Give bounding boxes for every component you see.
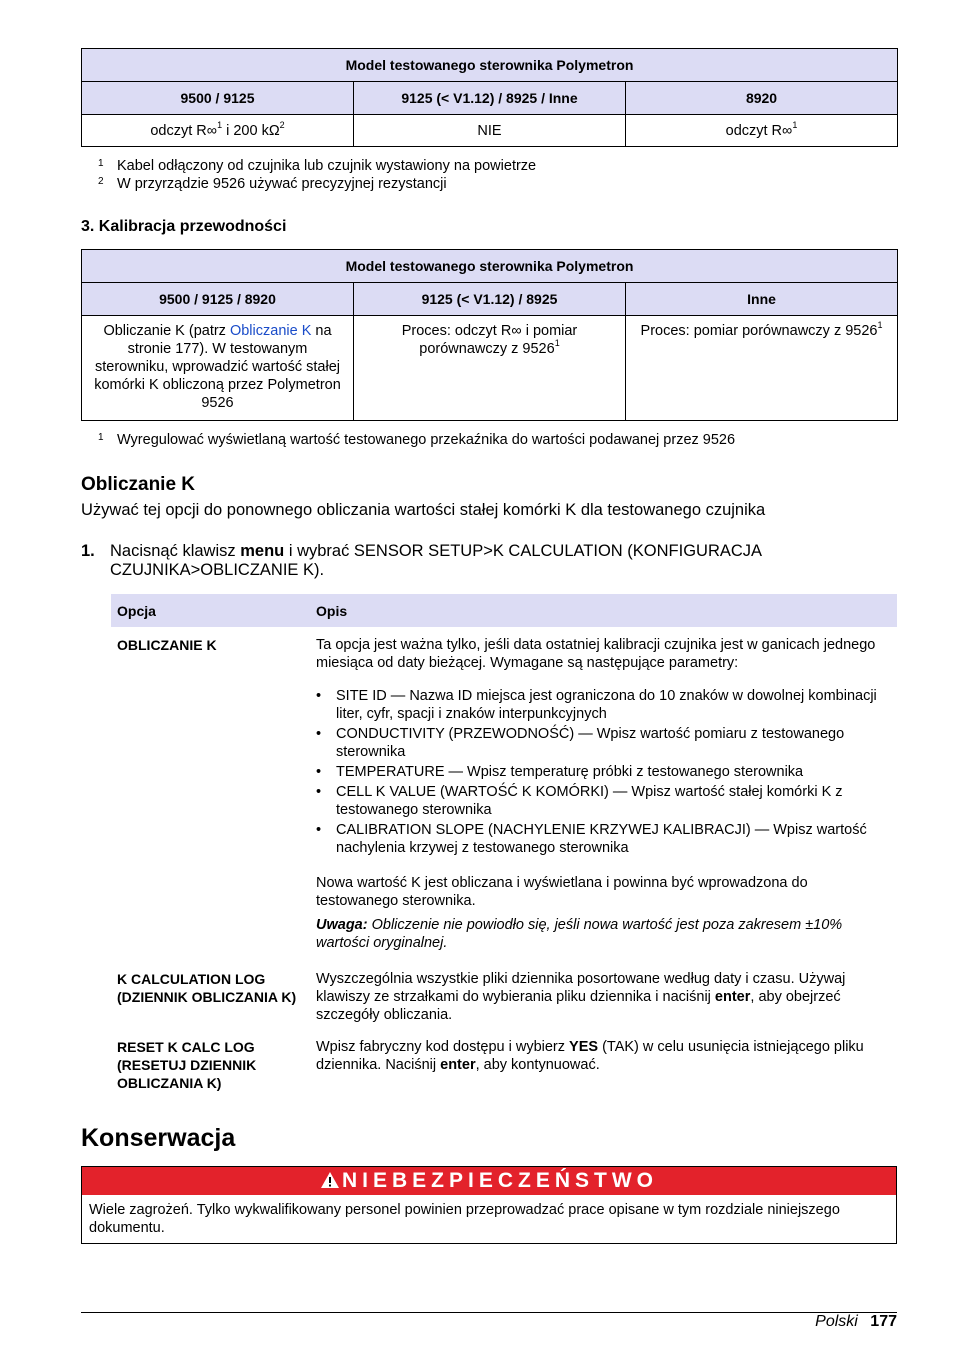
note: Uwaga: Obliczenie nie powiodło się, jeśli nowa wartość jest poza zakresem ±10% wartości oryginalnej. (316, 917, 843, 951)
page-number: 177 (870, 1313, 897, 1330)
table1-footnote-1: 1 Kabel odłączony od czujnika lub czujnik wystawiony na powietrze (98, 158, 537, 174)
table2-cell-3: Proces: pomiar porównawczy z 9526$^1$ (626, 316, 898, 421)
table2-footnote: 1 Wyregulować wyświetlaną wartość testowanego przekaźnika do wartości podawanej przez 9526 (98, 432, 736, 448)
list-item: • SITE ID — Nazwa ID miejsca jest ograniczona do 10 znaków w dowolnej kombinacji liter, cyfr, spacji i znaków interpunkcyjnych (336, 687, 891, 723)
table2-header-3: Inne (626, 283, 898, 316)
option-row-k-calculation (111, 627, 897, 963)
option-description: Wpisz fabryczny kod dostępu i wybierz YES (TAK) w celu usunięcia istniejącego pliku dziennika. Naciśnij enter, aby kontynuować. (316, 1039, 864, 1073)
step-1-number: 1. (81, 542, 95, 560)
table2-cell-1: Obliczanie K (patrz Obliczanie K na stronie 177). W testowanym sterowniku, wprowadzić wartość stałej komórki K obliczoną przez Polymetron 9526 (82, 316, 354, 421)
option-row-reset-k-calc-log (111, 1031, 897, 1099)
section-3-title: 3. Kalibracja przewodności (81, 218, 287, 235)
option-name: RESET K CALC LOG (RESETUJ DZIENNIK OBLICZANIA K) (117, 1039, 257, 1091)
table2-header-1: 9500 / 9125 / 8920 (82, 283, 354, 316)
option-description: Wyszczególnia wszystkie pliki dziennika posortowane według daty i czasu. Używaj klawiszy ze strzałkami do wybierania pliku dziennika i naciśnij enter, aby obejrzeć szczegóły obliczania. (316, 971, 846, 1023)
footer-language: Polski (815, 1313, 858, 1330)
warning-triangle-icon (320, 1171, 340, 1189)
list-item: • CELL K VALUE (WARTOŚĆ K KOMÓRKI) — Wpisz wartość stałej komórki K z testowanego sterownika (336, 783, 891, 819)
danger-label: NIEBEZPIECZEŃSTWO (341, 1169, 658, 1192)
controller-table-2 (81, 249, 898, 421)
options-header-description: Opis (310, 594, 897, 627)
table1-footnote-2: 2 W przyrządzie 9526 używać precyzyjnej rezystancji (98, 176, 447, 192)
danger-box (81, 1166, 897, 1244)
table2-title: Model testowanego sterownika Polymetron (82, 250, 898, 283)
table1-header-1: 9500 / 9125 (82, 82, 354, 115)
list-item: • CALIBRATION SLOPE (NACHYLENIE KRZYWEJ KALIBRACJI) — Wpisz wartość nachylenia krzywej z testowanego sterownika (336, 821, 891, 857)
option-row-k-calculation-log (111, 963, 897, 1031)
option-name: K CALCULATION LOG (DZIENNIK OBLICZANIA K) (117, 971, 297, 1005)
step-1-text: Nacisnąć klawisz menu i wybrać SENSOR SETUP>K CALCULATION (KONFIGURACJA CZUJNIKA>OBLICZANIE K). (110, 542, 762, 579)
option-name: OBLICZANIE K (117, 637, 217, 653)
k-section-intro: Używać tej opcji do ponownego obliczania wartości stałej komórki K dla testowanego czujnika (81, 501, 766, 519)
danger-text: Wiele zagrożeń. Tylko wykwalifikowany personel powinien przeprowadzać prace opisane w tym rozdziale niniejszego dokumentu. (89, 1202, 840, 1236)
step-1 (81, 542, 871, 580)
table1-header-3: 8920 (626, 82, 898, 115)
option-description: Ta opcja jest ważna tylko, jeśli data ostatniej kalibracji czujnika jest w ganicach jednego miesiąca od daty bieżącej. Wymagane są następujące parametry: • SITE ID — Nazwa ID miejsca jest ograniczona do 10 znaków w dowolnej kombinacji liter, cyfr, spacji i znaków interpunkcyjnych • CONDUCTIVITY (PRZEWODNOŚĆ) — Wpisz wartość pomiaru z testowanego sterownika • TEMPERATURE — Wpisz temperaturę próbki z testowanego sterownika • CELL K VALUE (WARTOŚĆ K KOMÓRKI) — Wpisz wartość stałej komórki K z testowanego sterownika • CALIBRATION SLOPE (NACHYLENIE KRZYWEJ KALIBRACJI) — Wpisz wartość nachylenia krzywej z testowanego sterownika Nowa wartość K jest obliczana i wyświetlana i powinna być wprowadzona do testowanego sterownika. Uwaga: Obliczenie nie powiodło się, jeśli nowa wartość jest poza zakresem ±10% wartości oryginalnej. (310, 627, 897, 963)
controller-table-1 (81, 48, 898, 147)
options-table (111, 594, 897, 1099)
table1-cell-2: NIE (354, 115, 626, 147)
obliczanie-k-link[interactable]: Obliczanie K (229, 323, 312, 339)
maintenance-title: Konserwacja (81, 1124, 236, 1152)
list-item: • CONDUCTIVITY (PRZEWODNOŚĆ) — Wpisz wartość pomiaru z testowanego sterownika (336, 725, 891, 761)
footer (815, 1313, 897, 1331)
table1-title: Model testowanego sterownika Polymetron (82, 49, 898, 82)
list-item: • TEMPERATURE — Wpisz temperaturę próbki z testowanego sterownika (336, 763, 891, 781)
danger-header (82, 1167, 896, 1195)
table2-header-2: 9125 (< V1.12) / 8925 (354, 283, 626, 316)
table1-cell-3: odczyt R∞$^1$ (626, 115, 898, 147)
table1-cell-1: odczyt R∞$^1$ i 200 $k\Omega^2$ (82, 115, 354, 147)
table2-cell-2: Proces: odczyt R∞ i pomiar porównawczy z 9526$^1$ (354, 316, 626, 421)
parameters-list (316, 687, 891, 857)
options-header-option: Opcja (111, 594, 310, 627)
table1-header-2: 9125 (< V1.12) / 8925 / Inne (354, 82, 626, 115)
footer-rule (81, 1312, 897, 1313)
k-section-title: Obliczanie K (81, 474, 196, 495)
